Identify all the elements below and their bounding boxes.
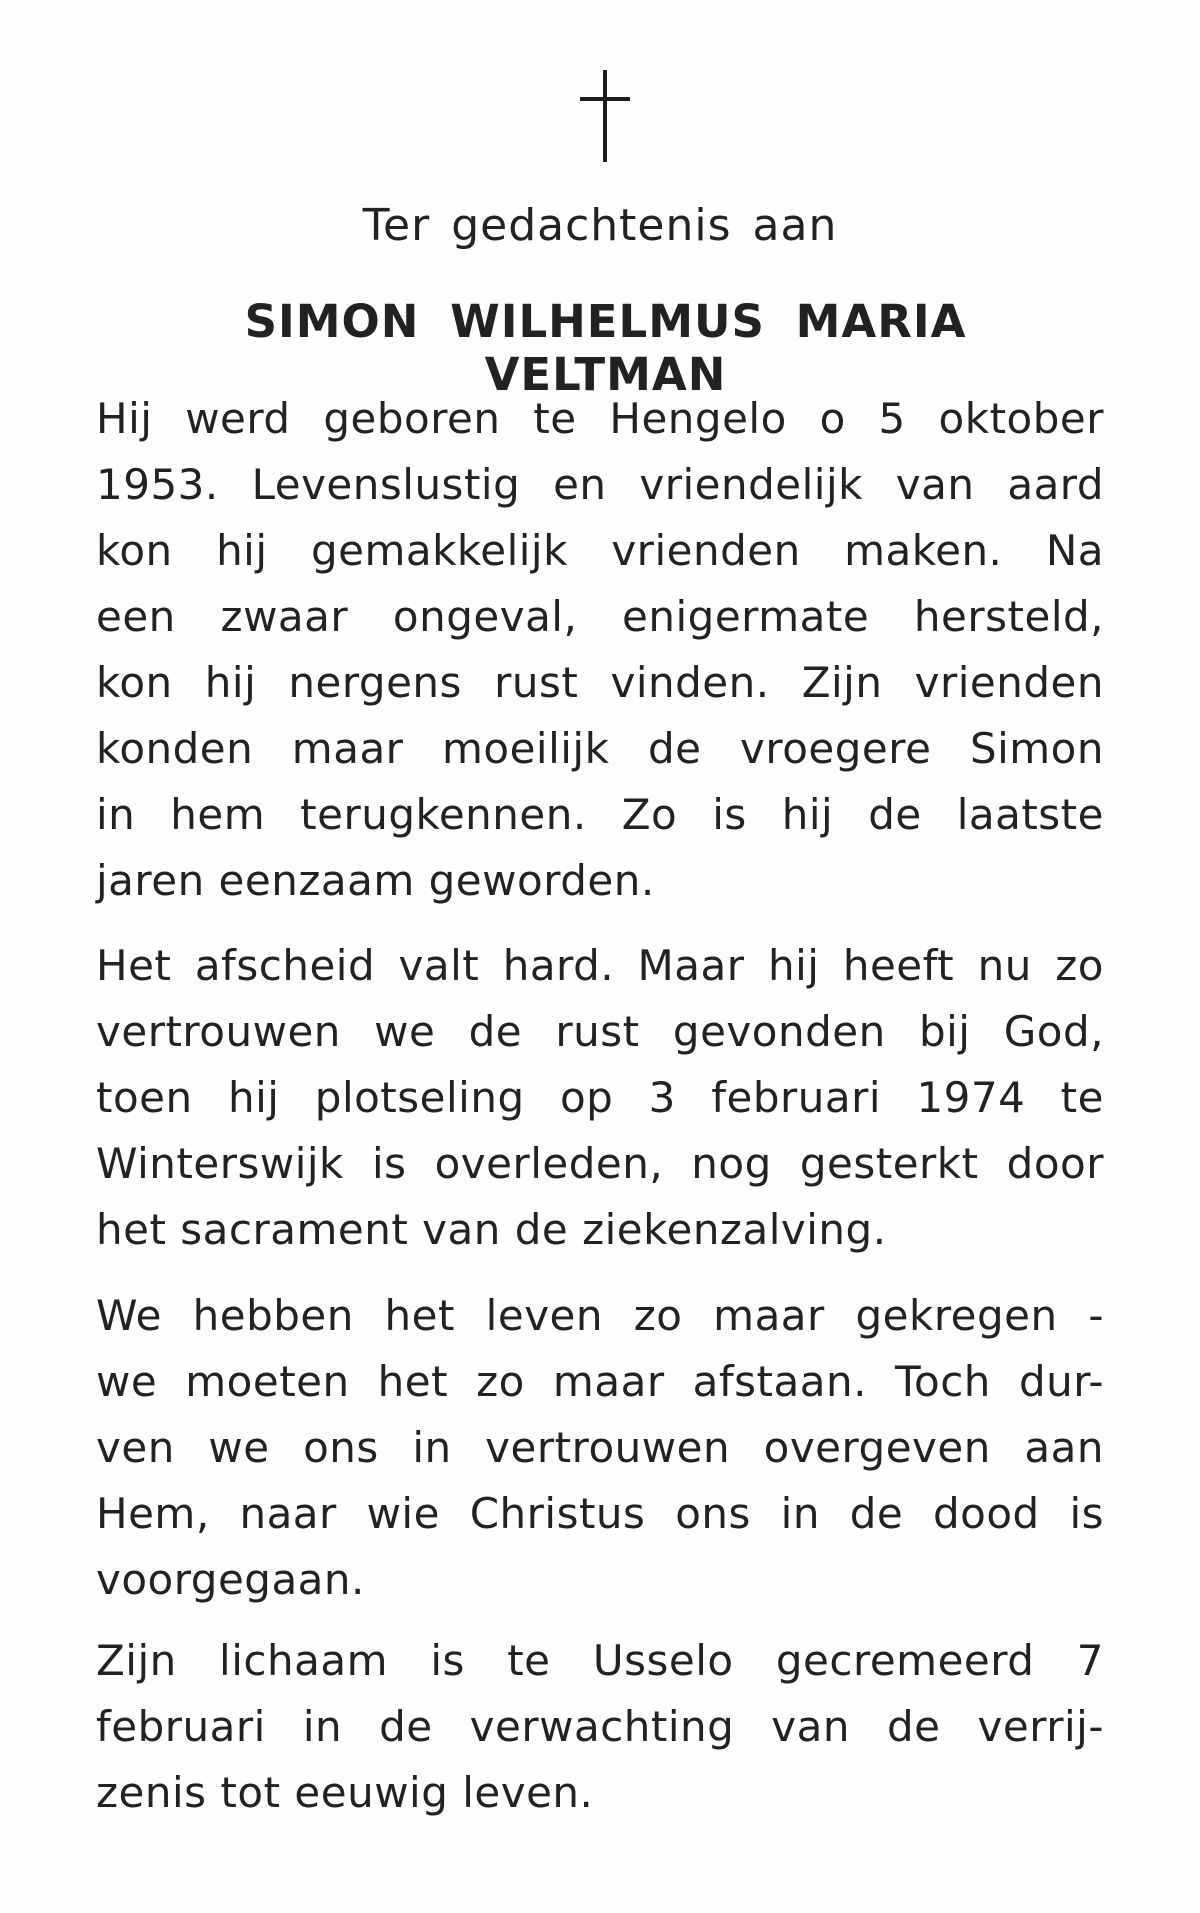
text-line: we moeten het zo maar afstaan. Toch dur- [96,1357,1104,1406]
deceased-name: SIMON WILHELMUS MARIA VELTMAN [244,295,967,401]
text-line: Winterswijk is overleden, nog gesterkt door [96,1139,1104,1188]
text-line: Hem, naar wie Christus ons in de dood is [96,1489,1104,1538]
text-line: zenis tot eeuwig leven. [96,1768,594,1817]
text-line: Zijn lichaam is te Usselo gecremeerd 7 [96,1636,1104,1685]
text-line: Het afscheid valt hard. Maar hij heeft nu zo [96,941,1104,990]
text-line: Hij werd geboren te Hengelo o 5 oktober [96,394,1104,443]
paragraph-biography [96,386,1104,914]
paragraph-cremation [96,1628,1104,1826]
text-line: het sacrament van de ziekenzalving. [96,1205,887,1254]
text-line: in hem terugkennen. Zo is hij de laatste [96,790,1104,839]
text-line: toen hij plotseling op 3 februari 1974 te [96,1073,1104,1122]
text-line: kon hij nergens rust vinden. Zijn vrienden [96,658,1104,707]
text-line: voorgegaan. [96,1555,365,1604]
text-line: februari in de verwachting van de verrij- [96,1702,1104,1751]
text-line: ven we ons in vertrouwen overgeven aan [96,1423,1104,1472]
cross-icon [580,70,630,162]
text-line: 1953. Levenslustig en vriendelijk van aard [96,460,1104,509]
paragraph-passing [96,933,1104,1263]
text-line: kon hij gemakkelijk vrienden maken. Na [96,526,1104,575]
intro-line: Ter gedachtenis aan [362,200,838,251]
text-line: vertrouwen we de rust gevonden bij God, [96,1007,1104,1056]
text-line: jaren eenzaam geworden. [96,856,655,905]
text-line: We hebben het leven zo maar gekregen - [96,1291,1104,1340]
paragraph-reflection [96,1283,1104,1613]
text-line: een zwaar ongeval, enigermate hersteld, [96,592,1104,641]
text-line: konden maar moeilijk de vroegere Simon [96,724,1104,773]
